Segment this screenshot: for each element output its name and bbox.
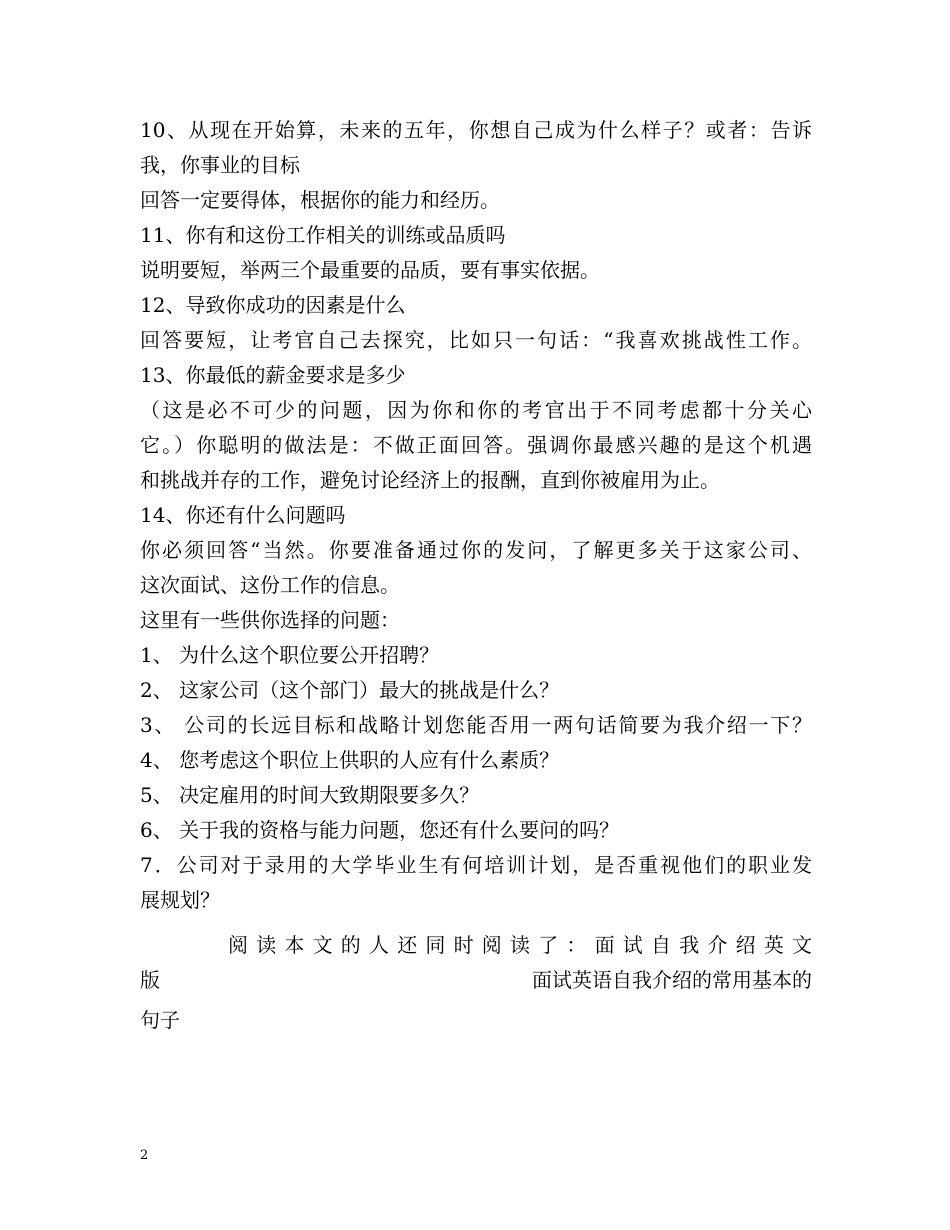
question-10-line-2: 我，你事业的目标 xyxy=(140,153,300,177)
question-list-item-7-line-2: 展规划？ xyxy=(140,888,220,912)
question-14: 14、你还有什么问题吗 xyxy=(140,503,346,527)
question-13: 13、你最低的薪金要求是多少 xyxy=(140,363,406,387)
related-reading-line-3: 句子 xyxy=(140,1008,180,1032)
question-12: 12、导致你成功的因素是什么 xyxy=(140,293,406,317)
question-list-item-4: 4、 您考虑这个职位上供职的人应有什么素质？ xyxy=(140,748,560,772)
answer-14-line-2: 这次面试、这份工作的信息。 xyxy=(140,573,400,597)
related-reading-line-2 xyxy=(140,963,812,998)
question-11: 11、你有和这份工作相关的训练或品质吗 xyxy=(140,223,506,247)
answer-11: 说明要短，举两三个最重要的品质，要有事实依据。 xyxy=(140,258,600,282)
related-reading-line-2-left: 版 xyxy=(140,968,160,992)
question-list-item-3: 3、 公司的长远目标和战略计划您能否用一两句话简要为我介绍一下？ xyxy=(140,713,812,737)
related-reading-line-1: 阅读本文的人还同时阅读了：面试自我介绍英文 xyxy=(228,933,812,957)
answer-13-line-1: （这是必不可少的问题，因为你和你的考官出于不同考虑都十分关心 xyxy=(140,398,812,422)
answer-12: 回答要短，让考官自己去探究，比如只一句话：“我喜欢挑战性工作。 xyxy=(140,328,812,352)
related-link-english-intro[interactable]: 面试英语自我介绍的常用基本的 xyxy=(532,968,812,992)
answer-14-line-1: 你必须回答“当然。你要准备通过你的发问，了解更多关于这家公司、 xyxy=(140,538,812,562)
question-10-line-1: 10、从现在开始算，未来的五年，你想自己成为什么样子？或者：告诉 xyxy=(140,118,812,142)
answer-10: 回答一定要得体，根据你的能力和经历。 xyxy=(140,188,500,212)
answer-13-line-2: 它。）你聪明的做法是：不做正面回答。强调你最感兴趣的是这个机遇 xyxy=(140,433,812,457)
answer-13-line-3: 和挑战并存的工作，避免讨论经济上的报酬，直到你被雇用为止。 xyxy=(140,468,720,492)
question-list-item-7-line-1: 7．公司对于录用的大学毕业生有何培训计划，是否重视他们的职业发 xyxy=(140,853,812,877)
page-number: 2 xyxy=(140,1148,149,1163)
question-list-intro: 这里有一些供你选择的问题： xyxy=(140,608,400,632)
question-list-item-2: 2、 这家公司（这个部门）最大的挑战是什么？ xyxy=(140,678,560,702)
question-list-item-6: 6、 关于我的资格与能力问题，您还有什么要问的吗？ xyxy=(140,818,620,842)
question-list-item-1: 1、 为什么这个职位要公开招聘？ xyxy=(140,643,440,667)
question-list-item-5: 5、 决定雇用的时间大致期限要多久？ xyxy=(140,783,480,807)
